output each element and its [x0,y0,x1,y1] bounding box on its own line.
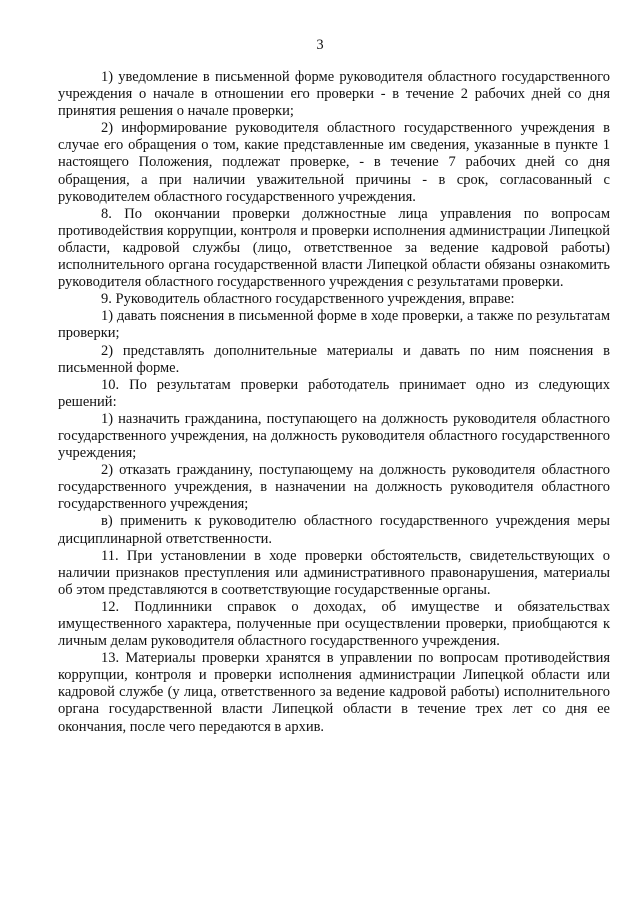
paragraph-11: 11. При установлении в ходе проверки обстоятельств, свидетельствующих о наличии признаков преступления или административного правонарушения, материалы об этом представляются в соответствующие государственные органы. [58,547,610,598]
paragraph-9-item-2: 2) представлять дополнительные материалы и давать по ним пояснения в письменной форме. [58,342,610,376]
paragraph-13: 13. Материалы проверки хранятся в управлении по вопросам противодействия коррупции, контроля и проверки исполнения администрации Липецкой области или кадровой службе (у лица, ответственного за ведение кадровой работы) исполнительного органа государственной власти Липецкой области в течение трех лет со дня ее окончания, после чего передаются в архив. [58,650,610,735]
paragraph-10-item-2: 2) отказать гражданину, поступающему на должность руководителя областного государственного учреждения, в назначении на должность руководителя областного государственного учреждения; [58,462,610,513]
paragraph-8: 8. По окончании проверки должностные лица управления по вопросам противодействия коррупции, контроля и проверки исполнения администрации Липецкой области, кадровой службы (лицо, ответственное за ведение кадровой работы) исполнительного органа государственной власти Липецкой области обязаны ознакомить руководителя областного государственного учреждения с результатами проверки. [58,205,610,291]
document-body [58,69,610,736]
paragraph-notification: 1) уведомление в письменной форме руководителя областного государственного учреждения о начале в отношении его проверки - в течение 2 рабочих дней со дня принятия решения о начале проверки; [58,69,610,120]
paragraph-informing: 2) информирование руководителя областного государственного учреждения в случае его обращения о том, какие представленные им сведения, указанные в пункте 1 настоящего Положения, подлежат проверке, - в течение 7 рабочих дней со дня обращения, а при наличии уважительной причины - в срок, согласованный с руководителем областного государственного учреждения. [58,120,610,205]
paragraph-9: 9. Руководитель областного государственного учреждения, вправе: [101,291,515,308]
paragraph-12: 12. Подлинники справок о доходах, об имуществе и обязательствах имущественного характера, полученные при осуществлении проверки, приобщаются к личным делам руководителя областного государственного учреждения. [58,598,610,650]
paragraph-9-item-1: 1) давать пояснения в письменной форме в ходе проверки, а также по результатам проверки; [58,308,610,342]
paragraph-10-item-1: 1) назначить гражданина, поступающего на должность руководителя областного государственного учреждения, на должность руководителя областного государственного учреждения; [58,410,610,462]
paragraph-10-item-v: в) применить к руководителю областного государственного учреждения меры дисциплинарной ответственности. [58,513,610,547]
page-number: 3 [316,37,324,53]
paragraph-10: 10. По результатам проверки работодатель принимает одно из следующих решений: [58,376,610,410]
